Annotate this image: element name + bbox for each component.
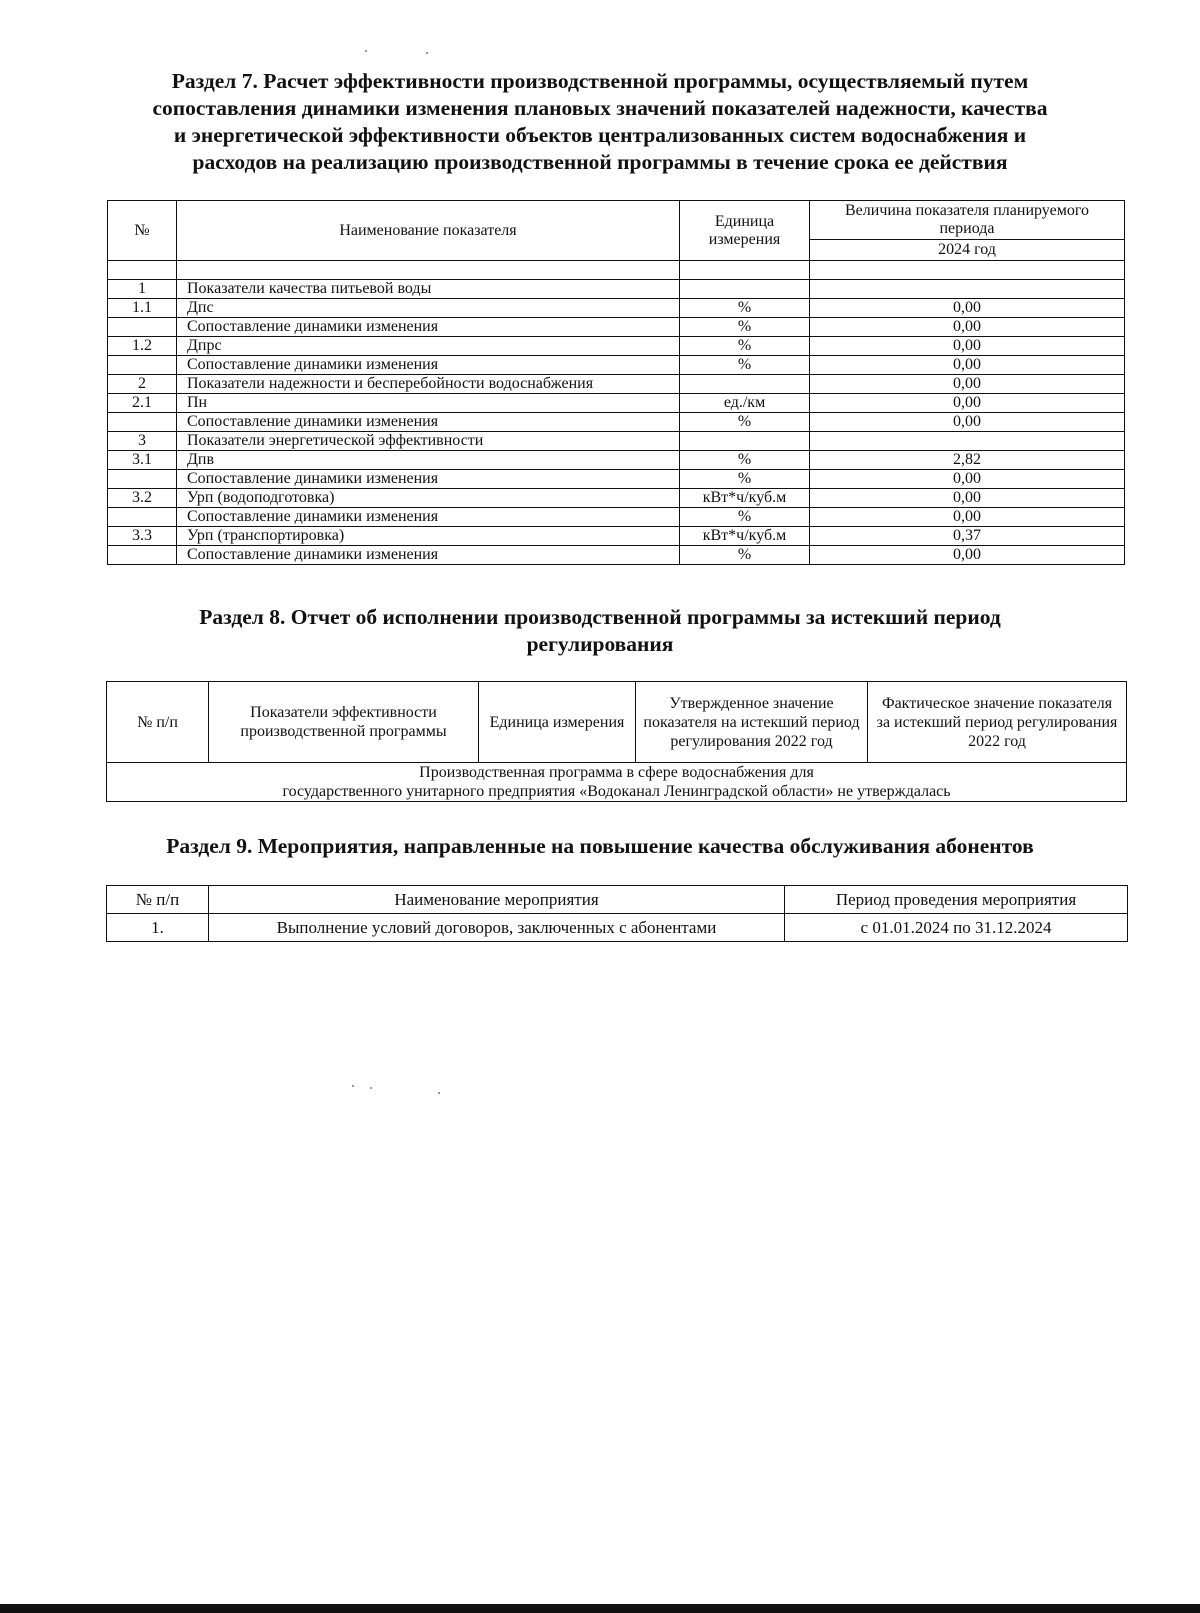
cell-unit: ед./км	[680, 394, 810, 413]
cell-unit: %	[680, 413, 810, 432]
cell-value: 2,82	[810, 451, 1125, 470]
cell-indicator-name: Дпрс	[177, 337, 680, 356]
table-row	[108, 280, 1125, 299]
cell-num	[108, 508, 177, 527]
cell-unit: %	[680, 546, 810, 565]
cell-num: 3.2	[108, 489, 177, 508]
cell-num	[108, 470, 177, 489]
section7-title	[100, 68, 1100, 176]
table-row	[108, 261, 1125, 280]
table-row	[108, 299, 1125, 318]
cell-num: 2.1	[108, 394, 177, 413]
table-row	[108, 489, 1125, 508]
col-header-unit: Единица измерения	[479, 682, 636, 763]
col-header-measure: Наименование мероприятия	[209, 886, 785, 914]
cell-num	[108, 356, 177, 375]
cell-value	[810, 261, 1125, 280]
cell-num	[108, 261, 177, 280]
table-row	[108, 470, 1125, 489]
scan-speck	[352, 1085, 354, 1087]
cell-value: 0,00	[810, 318, 1125, 337]
cell-indicator-name: Сопоставление динамики изменения	[177, 356, 680, 375]
table-row	[108, 337, 1125, 356]
cell-indicator-name: Показатели энергетической эффективности	[177, 432, 680, 451]
cell-num: 2	[108, 375, 177, 394]
table-row	[108, 508, 1125, 527]
col-header-year: 2024 год	[810, 240, 1125, 261]
table-row	[108, 375, 1125, 394]
cell-unit: %	[680, 318, 810, 337]
cell-measure: Выполнение условий договоров, заключенных с абонентами	[209, 914, 785, 942]
col-header-num: № п/п	[107, 886, 209, 914]
col-header-period: Период проведения мероприятия	[785, 886, 1128, 914]
scan-speck	[365, 50, 367, 52]
note-line: Производственная программа в сфере водоснабжения для	[419, 764, 814, 781]
scan-speck	[438, 1092, 440, 1094]
cell-value	[810, 280, 1125, 299]
table-row	[108, 318, 1125, 337]
cell-unit	[680, 375, 810, 394]
cell-unit: кВт*ч/куб.м	[680, 489, 810, 508]
cell-indicator-name: Дпв	[177, 451, 680, 470]
table-row	[107, 914, 1128, 942]
cell-period: с 01.01.2024 по 31.12.2024	[785, 914, 1128, 942]
note-line: государственного унитарного предприятия «Водоканал Ленинградской области» не утверждалась	[282, 783, 951, 800]
section8-title	[100, 604, 1100, 658]
section8-title-line: Раздел 8. Отчет об исполнении производственной программы за истекший период	[199, 605, 1001, 629]
cell-value: 0,00	[810, 337, 1125, 356]
table-row	[108, 546, 1125, 565]
col-header-name: Наименование показателя	[177, 201, 680, 261]
cell-indicator-name: Показатели надежности и бесперебойности водоснабжения	[177, 375, 680, 394]
cell-unit: %	[680, 337, 810, 356]
cell-unit	[680, 261, 810, 280]
cell-indicator-name: Пн	[177, 394, 680, 413]
col-header-value: Величина показателя планируемого периода	[810, 201, 1125, 240]
cell-num: 3.1	[108, 451, 177, 470]
section9-table	[106, 885, 1128, 942]
table-row	[108, 356, 1125, 375]
section8-title-line: регулирования	[526, 632, 674, 656]
cell-value: 0,00	[810, 299, 1125, 318]
section7-title-line: расходов на реализацию производственной программы в течение срока ее действия	[192, 150, 1008, 174]
cell-indicator-name: Урп (водоподготовка)	[177, 489, 680, 508]
table-row	[108, 394, 1125, 413]
section7-title-line: и энергетической эффективности объектов централизованных систем водоснабжения и	[173, 123, 1027, 147]
cell-indicator-name: Сопоставление динамики изменения	[177, 546, 680, 565]
cell-value: 0,00	[810, 470, 1125, 489]
col-header-actual: Фактическое значение показателя за истекший период регулирования 2022 год	[868, 682, 1127, 763]
table-row	[108, 413, 1125, 432]
cell-value: 0,00	[810, 413, 1125, 432]
cell-num: 1.2	[108, 337, 177, 356]
cell-value: 0,00	[810, 508, 1125, 527]
col-header-num: № п/п	[107, 682, 209, 763]
cell-unit: %	[680, 470, 810, 489]
table-row	[108, 527, 1125, 546]
cell-value: 0,00	[810, 546, 1125, 565]
cell-value: 0,00	[810, 356, 1125, 375]
cell-value: 0,37	[810, 527, 1125, 546]
cell-num: 3.3	[108, 527, 177, 546]
cell-num: 1	[108, 280, 177, 299]
section7-table-body	[108, 261, 1125, 565]
cell-indicator-name: Показатели качества питьевой воды	[177, 280, 680, 299]
section7-title-line: Раздел 7. Расчет эффективности производственной программы, осуществляемый путем	[171, 69, 1029, 93]
cell-unit: %	[680, 299, 810, 318]
cell-value: 0,00	[810, 394, 1125, 413]
col-header-indicators: Показатели эффективности производственной программы	[209, 682, 479, 763]
cell-unit: кВт*ч/куб.м	[680, 527, 810, 546]
section7-table	[107, 200, 1125, 565]
cell-indicator-name	[177, 261, 680, 280]
cell-indicator-name: Сопоставление динамики изменения	[177, 318, 680, 337]
cell-indicator-name: Дпс	[177, 299, 680, 318]
cell-num: 1.1	[108, 299, 177, 318]
cell-num: 3	[108, 432, 177, 451]
cell-indicator-name: Урп (транспортировка)	[177, 527, 680, 546]
cell-value: 0,00	[810, 375, 1125, 394]
cell-unit: %	[680, 508, 810, 527]
cell-unit: %	[680, 356, 810, 375]
cell-indicator-name: Сопоставление динамики изменения	[177, 508, 680, 527]
scan-speck	[426, 52, 428, 54]
cell-num	[108, 318, 177, 337]
cell-unit	[680, 432, 810, 451]
cell-unit: %	[680, 451, 810, 470]
program-not-approved-note	[107, 763, 1127, 802]
col-header-unit: Единица измерения	[680, 201, 810, 261]
cell-indicator-name: Сопоставление динамики изменения	[177, 413, 680, 432]
col-header-num: №	[108, 201, 177, 261]
cell-unit	[680, 280, 810, 299]
cell-value: 0,00	[810, 489, 1125, 508]
section7-title-line: сопоставления динамики изменения плановых значений показателей надежности, качества	[152, 96, 1048, 120]
cell-num	[108, 413, 177, 432]
table-row	[108, 432, 1125, 451]
scan-edge-band	[0, 1604, 1200, 1613]
section9-title: Раздел 9. Мероприятия, направленные на повышение качества обслуживания абонентов	[166, 834, 1034, 858]
cell-num	[108, 546, 177, 565]
section8-table	[106, 681, 1127, 802]
col-header-approved: Утвержденное значение показателя на истекший период регулирования 2022 год	[636, 682, 868, 763]
cell-value	[810, 432, 1125, 451]
cell-indicator-name: Сопоставление динамики изменения	[177, 470, 680, 489]
cell-num: 1.	[107, 914, 209, 942]
scan-speck	[370, 1087, 372, 1089]
table-row	[108, 451, 1125, 470]
